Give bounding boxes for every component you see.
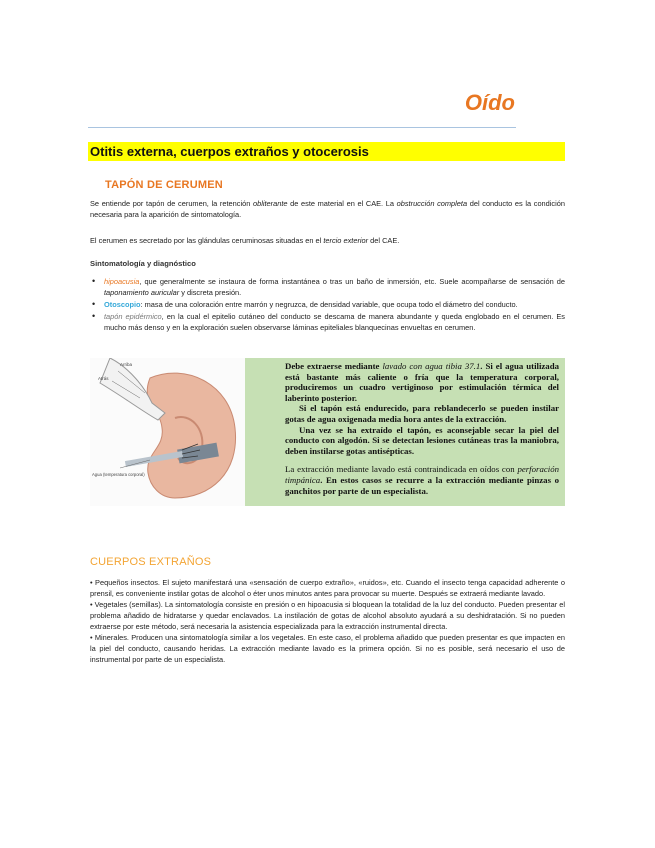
heading-cuerpos-extranos: CUERPOS EXTRAÑOS [90, 556, 212, 568]
foreign-body-list [90, 577, 565, 665]
text: La extracción mediante lavado está contraindicada en oídos con [285, 464, 518, 475]
text-emphasis: tapón epidérmico [104, 312, 162, 321]
text: . Si el agua utilizada está bastante más caliente o fría que la temperatura corporal, produciremos un cuadro vertiginoso por estimulación térmica del laberinto posterior. [285, 361, 559, 403]
text: : masa de una coloración entre marrón y negruzca, de densidad variable, que ocupa todo el diámetro del conducto. [140, 300, 518, 309]
page-title: Oído [464, 90, 515, 115]
label-agua: Agua (temperatura corporal) [92, 472, 145, 477]
paragraph-secrecion [90, 235, 565, 246]
text-emphasis: obstrucción completa [396, 199, 468, 208]
heading-tapon-cerumen: TAPÓN DE CERUMEN [105, 179, 223, 191]
paragraph-definicion [90, 198, 565, 220]
treatment-paragraph [285, 464, 559, 496]
list-item: • Minerales. Producen una sintomatología similar a los vegetales. En este caso, el problema añadido que pueden presentar es que impacten en la piel del conducto, causando heridas. La extracción mediante lavado es la primera opción. Si no es posible, será necesario el uso de instrumental por parte de un especialista. [90, 633, 565, 664]
text: , en la cual el epitelio cutáneo del conducto se descama de manera abundante y queda englobado en el cerumen. Es mucho más denso y en la exploración suelen observarse láminas epiteliales blanquecinas envueltas en cerumen. [104, 312, 565, 332]
text-emphasis: obliterante [252, 199, 288, 208]
text-emphasis: tercio exterior [323, 236, 369, 245]
treatment-box [245, 358, 565, 506]
treatment-paragraph: Una vez se ha extraído el tapón, es aconsejable secar la piel del conducto con algodón. Si se detectan lesiones cutáneas tras la maniobra, deben instilarse gotas antisépticas. [285, 424, 559, 456]
list-item: • Pequeños insectos. El sujeto manifestará una «sensación de cuerpo extraño», «ruidos», etc. Cuando el insecto tenga capacidad adherente o prensil, es conveniente instilar gotas de alcohol o éter unos minutos antes para provocar su muerte. Después se extraerá mediante lavado. [90, 578, 565, 598]
text: Debe extraerse mediante [285, 361, 383, 371]
subheading-sintomatologia: Sintomatología y diagnóstico [90, 259, 196, 268]
text: del conducto es la condición necesaria para la aparición de sintomatología. [90, 199, 565, 219]
list-item [90, 311, 565, 333]
text-emphasis: Otoscopio [104, 300, 141, 309]
treatment-paragraph: Si el tapón está endurecido, para reblandecerlo se pueden instilar gotas de agua oxigenada media hora antes de la extracción. [285, 403, 559, 424]
text-emphasis: taponamiento auricular [104, 288, 180, 297]
list-item: • Vegetales (semillas). La sintomatología consiste en presión o en hipoacusia si bloquean la totalidad de la luz del conducto. Pueden presentar el problema añadido de hidratarse y quedar enclavados. La instilación de gotas de alcohol absoluto ayudará a su deshidratación. Si no pueden extraerse por este método, será necesaria la asistencia especializada para la extracción instrumental directa. [90, 600, 565, 631]
list-item [90, 276, 565, 298]
text-emphasis: lavado con agua tibia 37.1 [382, 361, 481, 371]
text: y discreta presión. [179, 288, 242, 297]
text: . En estos casos se recurre a la extracción mediante pinzas o ganchitos por parte de un especialista. [285, 474, 559, 496]
list-item [90, 299, 565, 310]
text: del CAE. [368, 236, 400, 245]
text: El cerumen es secretado por las glándulas ceruminosas situadas en el [90, 236, 324, 245]
text: de este material en el CAE. La [287, 199, 397, 208]
title-divider [88, 127, 516, 128]
ear-irrigation-drawing [90, 358, 245, 506]
text: Se entiende por tapón de cerumen, la retención [90, 199, 253, 208]
section-banner: Otitis externa, cuerpos extraños y otocerosis [88, 142, 565, 161]
text-emphasis: hipoacusia [104, 277, 140, 286]
text: , que generalmente se instaura de forma instantánea o tras un baño de inmersión, etc. Suele acompañarse de sensación de [139, 277, 565, 286]
label-atras: Atrás [98, 376, 109, 381]
label-arriba: Arriba [120, 362, 133, 367]
symptom-list [90, 276, 565, 334]
text-emphasis: perforación timpánica [285, 464, 559, 485]
treatment-paragraph [285, 361, 559, 403]
ear-irrigation-illustration [90, 358, 245, 506]
